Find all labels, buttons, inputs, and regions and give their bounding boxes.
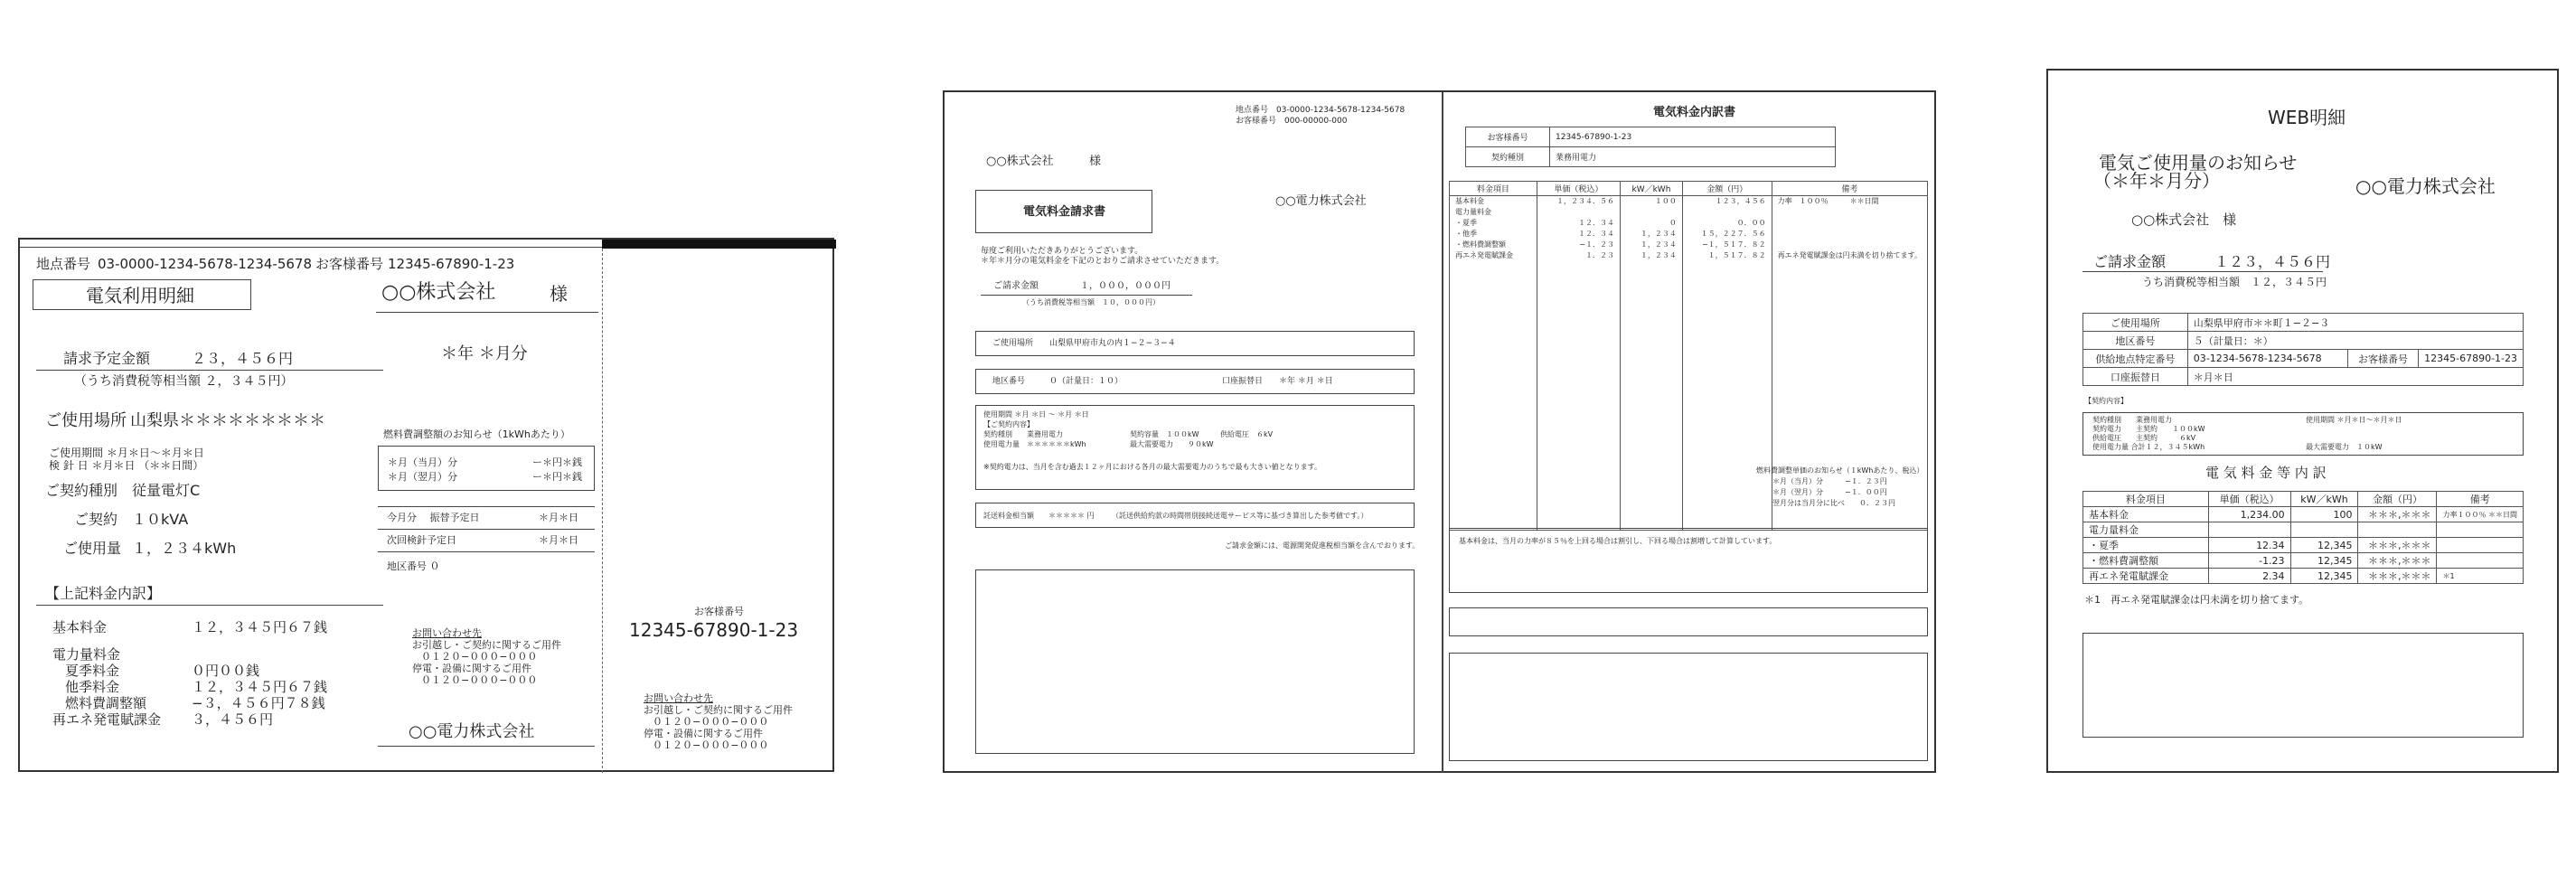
detail-remark-cell: 力率 １００％ ＊＊日間 [1772,196,1927,207]
web-statement-document-3 [2046,69,2559,773]
usage-label: ご使用量 [63,540,122,557]
fuel-adjust-value: −３，４５６円７８銭 [192,695,325,711]
usage-notice-line2: （＊年＊月分） [2093,170,2220,192]
detail-quantity-cell: １００ [1621,196,1683,207]
web-title: WEB明細 [2268,107,2346,128]
power-fee-label: 電力量料金 [52,646,121,663]
point-number-value: 03-0000-1234-5678-1234-5678 [98,256,313,272]
detail-unit-price-cell: 1,234.00 [2208,507,2290,522]
perforation-line [602,249,603,773]
district-box [975,369,1415,394]
contract-value: １０kVA [132,511,189,528]
contract-type-label: ご契約種別 [45,482,118,499]
basic-fee-label: 基本料金 [52,619,108,635]
detail-quantity-cell: 12,345 [2290,538,2358,553]
company-name: ○○株式会社 様 [2131,212,2237,228]
fuel-notice-row2-label: ＊月（翌月）分 [388,471,457,483]
power-company-underline [378,746,595,747]
col-amount: 金額（円） [2358,492,2437,507]
table-row [2083,553,2524,569]
filler-cell [1450,261,1537,531]
doc-title: 電気料金請求書 [1023,205,1106,219]
renewable-footnote: ＊1 再エネ発電賦課金は円未満を切り捨てます。 [2084,594,2309,606]
bill-tax-note: うち消費税等相当額 １２，３４５円 [2142,276,2327,288]
transmission-fee-label: 託送料金相当額 ＊＊＊＊＊ 円 [983,512,1095,520]
greeting-line2: ＊年＊月分の電気料金を下記のとおりご請求させていただきます。 [981,257,1225,266]
location-label: ご使用場所 [45,411,127,430]
filler-cell [1537,261,1620,531]
contract-right-3: 最大需要電力 １０kW [2306,443,2383,451]
greeting-line1: 毎度ご利用いただきありがとうございます。 [981,247,1143,256]
contract-note: ※契約電力は、当月を含む過去１２ヶ月における各月の最大需要電力のうちで最も大きい値となります。 [983,463,1321,471]
info-rule-2 [378,529,595,530]
contract-header: 【ご契約内容】 [983,420,1034,428]
other-fee-value: １２，３４５円６７銭 [192,679,328,695]
note-box [1449,528,1928,593]
max-demand: 最大需要電力 ９０kW [1130,440,1214,448]
summer-fee-value: ０円００銭 [192,663,260,679]
col-remarks: 備考 [2437,492,2524,507]
power-company-name: ○○電力株式会社 [2355,175,2496,197]
doc-title: 電気利用明細 [86,285,194,306]
customer-number-value: 12345-67890-1-23 [388,256,515,272]
detail-item-cell: 基本料金 [2083,507,2209,522]
filler-cell [1621,261,1683,531]
contract-box [2082,412,2524,456]
stub-customer-value: 12345-67890-1-23 [629,619,799,641]
location-value-cell: 山梨県甲府市＊＊町１−２−３ [2187,314,2523,332]
detail-amount-cell: −１，５１７．８２ [1682,240,1772,250]
col-item: 料金項目 [2083,492,2209,507]
filler-cell [1682,261,1772,531]
detail-fee-table [2082,491,2524,584]
contract-row-3: 使用電力量 合計１２，３４５kWh [2092,443,2205,451]
customer-number-label: お客様番号 [315,256,384,272]
point-number-label: 地点番号 [36,256,91,272]
detail-item-cell: 再エネ発電賦課金 [2083,569,2209,584]
billing-label: 請求予定金額 [63,350,151,367]
breakdown-rule [36,605,383,606]
detail-amount-cell: ＊＊＊,＊＊＊ [2358,538,2437,553]
contact-line1: お引越し・ご契約に関するご用件 [412,639,561,651]
detail-unit-price-cell: １２．３４ [1537,229,1620,240]
detail-unit-price-cell: 2.34 [2208,569,2290,584]
other-fee-label: 他季料金 [65,679,120,695]
info-row-0-value: ＊月＊日 [539,512,578,523]
blank-box-left [975,569,1415,754]
table-row [2083,538,2524,553]
detail-unit-price-cell: 12.34 [2208,538,2290,553]
detail-remark-cell [1772,218,1927,229]
detail-unit-price-cell [2208,522,2290,538]
detail-remark-cell: ＊1 [2437,569,2524,584]
location-value: 山梨県＊＊＊＊＊＊＊＊＊ [130,411,325,430]
usage-period: ご使用期間 ＊月＊日～＊月＊日 [49,447,204,459]
detail-quantity-cell [1621,207,1683,218]
contact-line4: ０１２０−０００−０００ [421,674,538,686]
transfer-label-cell: 口座振替日 [2083,368,2188,386]
col-unit-price: 単価（税込） [1537,182,1620,196]
detail-amount-cell: ＊＊＊,＊＊＊ [2358,569,2437,584]
table-row [2083,569,2524,584]
fuel-notice-box [378,446,595,491]
company-name: ○○株式会社 [986,155,1054,168]
header-customer-number: お客様番号 000-00000-000 [1236,117,1348,126]
customer-value-cell: 12345-67890-1-23 [2419,350,2524,368]
detail-quantity-cell: ０ [1621,218,1683,229]
detail-unit-price-cell: -1.23 [2208,553,2290,569]
detail-item-cell: ・夏季 [1450,218,1537,229]
detail-remark-cell [1772,240,1927,250]
col-amount: 金額（円） [1682,182,1772,196]
transfer-date-text: 口座振替日 ＊年 ＊月 ＊日 [1222,377,1333,386]
detail-remark-cell [1772,229,1927,240]
power-company-name: ○○電力株式会社 [1275,194,1367,208]
stub-contact-line3: 停電・設備に関するご用件 [644,728,763,739]
location-text: ご使用場所 山梨県甲府市丸の内１−２−３−４ [992,339,1176,348]
header-point-number: 地点番号 03-0000-1234-5678-1234-5678 [1236,106,1406,115]
detail-amount-cell: １２３，４５６ [1682,196,1772,207]
contract-row-2: 供給電圧 主契約 ６kV [2092,434,2196,442]
table-row [1450,240,1928,250]
info-row-0-label: 今月分 振替予定日 [387,512,480,523]
detail-item-cell: 基本料金 [1450,196,1537,207]
contract-label: ご契約 [74,511,118,528]
detail-quantity-cell: １，２３４ [1621,250,1683,261]
transfer-value-cell: ＊月＊日 [2187,368,2523,386]
billing-period: ＊年 ＊月分 [441,344,528,363]
contract-label-cell: 契約種別 [1466,147,1550,167]
invoice-document-2 [943,90,1936,773]
statement-document-1 [18,238,834,772]
honorific: 様 [1089,155,1102,168]
table-row [1450,207,1928,218]
info-table [2082,313,2524,386]
tax-footnote: ご請求金額には、電源開発促進税相当額を含んでおります。 [1225,541,1420,550]
detail-remark-cell [2437,538,2524,553]
supply-voltage: 供給電圧 ６kV [1220,430,1274,438]
usage-amount: 使用電力量 ＊＊＊＊＊＊kWh [983,440,1086,448]
detail-amount-cell: ＊＊＊,＊＊＊ [2358,507,2437,522]
contract-row-0: 契約種別 業務用電力 [2092,416,2172,424]
meter-date: 検 針 日 ＊月＊日 （＊＊日間） [49,459,204,472]
customer-value-cell: 12345-67890-1-23 [1550,127,1836,147]
bill-amount: １２３，４５６円 [2214,253,2331,270]
detail-item-cell: 電力量料金 [2083,522,2209,538]
col-quantity: kW／kWh [2290,492,2358,507]
billing-tax-note: （うち消費税等相当額 ２，３４５円） [74,374,294,389]
honorific: 様 [550,283,568,305]
col-unit-price: 単価（税込） [2208,492,2290,507]
contract-type: 契約種別 業務用電力 [983,430,1063,438]
customer-label-cell: お客様番号 [1466,127,1550,147]
contract-box [975,405,1415,490]
detail-item-cell: 電力量料金 [1450,207,1537,218]
breakdown-title: 【上記料金内訳】 [45,585,162,602]
district-label-cell: 地区番号 [2083,332,2188,350]
customer-label-cell: お客様番号 [2347,350,2418,368]
detail-amount-cell: ０．００ [1682,218,1772,229]
detail-amount-cell [1682,207,1772,218]
stub-contact-line4: ０１２０−０００−０００ [653,739,769,751]
bill-label: ご請求金額 [993,281,1039,291]
contact-line2: ０１２０−０００−０００ [421,651,538,663]
company-underline [376,312,598,313]
detail-remark-cell [2437,522,2524,538]
transmission-fee-box [975,503,1415,528]
detail-amount-cell: １５，２２７．５６ [1682,229,1772,240]
stub-contact-line2: ０１２０−０００−０００ [653,716,769,728]
district-value-cell: ５（計量日：＊） [2187,332,2523,350]
bill-amount: １，０００，０００円 [1080,281,1170,291]
blank-box-right-2 [1449,653,1928,761]
fuel-unit-row2: ＊月（翌月）分 −１．００円 [1772,488,1887,496]
location-label-cell: ご使用場所 [2083,314,2188,332]
company-name: ○○株式会社 [381,281,496,304]
title-box [975,190,1152,233]
detail-item-cell: ・燃料費調整額 [1450,240,1537,250]
stub-customer-label: お客様番号 [694,606,744,617]
fuel-unit-notice-title: 燃料費調整単価のお知らせ（１kWhあたり、税込） [1756,466,1924,475]
detail-remark-cell: 再エネ発電賦課金は円未満を切り捨てます。 [1772,250,1927,261]
contract-value-cell: 業務用電力 [1550,147,1836,167]
fuel-notice-row1-label: ＊月（当月）分 [388,456,457,468]
info-rule-3 [378,551,595,552]
usage-value: １，２３４kWh [132,540,237,557]
bill-tax-note: （うち消費税等相当額 １０，０００円） [1022,298,1160,306]
detail-quantity-cell: 12,345 [2290,569,2358,584]
col-item: 料金項目 [1450,182,1537,196]
title-box [33,279,251,310]
info-row-2-label: 地区番号 ０ [387,560,440,572]
top-rule [20,247,602,248]
top-bar [602,240,836,249]
blank-box-right-1 [1449,607,1928,636]
fuel-unit-row3: 翌月分は当月分に比べ ０．２３円 [1772,499,1895,507]
district-text: 地区番号 ０（計量日：１０） [992,377,1123,386]
renewable-levy-value: ３，４５６円 [192,711,274,728]
col-remarks: 備考 [1772,182,1927,196]
detail-customer-table [1465,127,1836,167]
contract-type-value: 従量電灯C [132,482,201,499]
fuel-notice-row1-value: ー＊円＊銭 [532,456,582,468]
detail-unit-price-cell [1537,207,1620,218]
bill-underline [981,295,1192,296]
stub-contact-line1: お引越し・ご契約に関するご用件 [644,704,793,716]
detail-amount-cell: ＊＊＊,＊＊＊ [2358,553,2437,569]
info-rule-1 [378,506,595,507]
blank-box [2082,633,2524,738]
supply-point-label-cell: 供給地点特定番号 [2083,350,2188,368]
detail-remark-cell [2437,553,2524,569]
billing-amount: ２３，４５６円 [192,350,294,367]
fuel-unit-row1: ＊月（当月）分 −１．２３円 [1772,477,1887,485]
table-row [1450,196,1928,207]
basic-fee-value: １２，３４５円６７銭 [192,619,328,635]
detail-unit-price-cell: −１．２３ [1537,240,1620,250]
detail-quantity-cell [2290,522,2358,538]
detail-item-cell: ・他季 [1450,229,1537,240]
power-company-name: ○○電力株式会社 [409,722,535,741]
renewable-levy-label: 再エネ発電賦課金 [52,711,162,728]
contact-title: お問い合わせ先 [412,627,482,639]
bill-label: ご請求金額 [2093,253,2167,270]
detail-unit-price-cell: １．２３ [1537,250,1620,261]
table-row [1450,250,1928,261]
detail-quantity-cell: 12,345 [2290,553,2358,569]
detail-quantity-cell: 100 [2290,507,2358,522]
transmission-fee-note: （託送供給約款の時間帯別接続送電サービス等に基づき算出した参考値です。） [1112,512,1368,520]
contract-right-0: 使用期間 ＊月＊日〜＊月＊日 [2306,416,2402,424]
table-row [1450,229,1928,240]
detail-remark-cell [1772,207,1927,218]
power-factor-note: 基本料金は、当月の力率が８５％を上回る場合は割引し、下回る場合は割増して計算しています。 [1459,537,1777,545]
usage-period: 使用期間 ＊月 ＊日 〜 ＊月 ＊日 [983,410,1089,419]
detail-quantity-cell: １，２３４ [1621,229,1683,240]
contact-line3: 停電・設備に関するご用件 [412,663,531,674]
detail-title: 電気料金内訳書 [1653,106,1736,119]
detail-item-cell: ・夏季 [2083,538,2209,553]
table-row [1450,218,1928,229]
location-box [975,331,1415,356]
detail-item-cell: 再エネ発電賦課金 [1450,250,1537,261]
detail-unit-price-cell: １２．３４ [1537,218,1620,229]
fuel-adjust-label: 燃料費調整額 [65,695,147,711]
contract-header: 【契約内容】 [2084,397,2128,405]
info-row-1-label: 次回検針予定日 [387,534,456,546]
detail-amount-cell: １，５１７．８２ [1682,250,1772,261]
col-quantity: kW／kWh [1621,182,1683,196]
detail-amount-cell [2358,522,2437,538]
detail-title: 電 気 料 金 等 内 訳 [2205,465,2327,481]
contract-row-1: 契約電力 主契約 １００kW [2092,425,2205,433]
summer-fee-label: 夏季料金 [65,663,120,679]
detail-item-cell: ・燃料費調整額 [2083,553,2209,569]
fuel-notice-row2-value: ー＊円＊銭 [532,471,582,483]
detail-unit-price-cell: １，２３４．５６ [1537,196,1620,207]
bill-underline [2082,271,2323,272]
page-divider [1442,92,1443,773]
detail-quantity-cell: １，２３４ [1621,240,1683,250]
detail-remark-cell: 力率１００％ ＊＊日間 [2437,507,2524,522]
info-row-1-value: ＊月＊日 [539,534,578,546]
usage-notice-line1: 電気ご使用量のお知らせ [2099,152,2298,174]
fuel-notice-title: 燃料費調整額のお知らせ（1kWhあたり） [383,428,570,440]
stub-contact-title: お問い合わせ先 [644,692,713,704]
contract-power: 契約容量 １００kW [1130,430,1199,438]
table-row [2083,522,2524,538]
billing-underline [36,370,383,371]
supply-point-value-cell: 03-1234-5678-1234-5678 [2187,350,2347,368]
table-row [2083,507,2524,522]
